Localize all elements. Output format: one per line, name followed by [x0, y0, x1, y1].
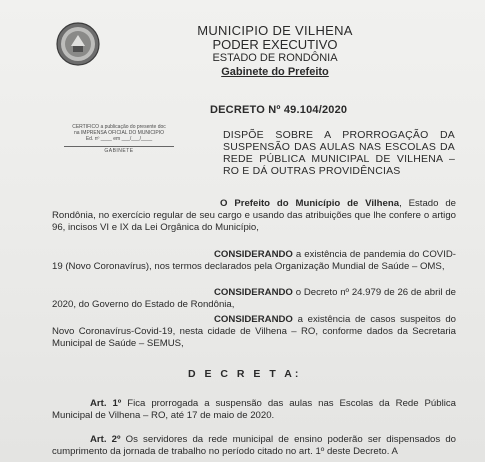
article-1-label: Art. 1º — [90, 398, 122, 409]
article-1 — [52, 398, 456, 422]
considerando-2-text: o Decreto nº 24.979 de 26 de abril de 2020, do Governo do Estado de Rondônia, — [52, 287, 456, 310]
decree-number: DECRETO Nº 49.104/2020 — [210, 104, 348, 116]
paragraph-considerando-2 — [52, 287, 456, 311]
preamble-bold: O Prefeito do Município de Vilhena — [220, 198, 400, 209]
article-1-text: Fica prorrogada a suspensão das aulas nas Escolas da Rede Pública Municipal de Vilhena – RO, até 17 de maio de 2020. — [52, 398, 457, 421]
stamp-line-3: Ed. nº ____ em ___/___/____ — [85, 136, 153, 142]
executive-power: PODER EXECUTIVO — [212, 37, 338, 52]
stamp-line-2: na IMPRENSA OFICIAL DO MUNICIPIO — [73, 130, 165, 136]
considerando-2-bold: CONSIDERANDO — [214, 287, 293, 298]
publication-stamp — [60, 124, 178, 154]
paragraph-preamble — [52, 198, 456, 234]
considerando-1-bold: CONSIDERANDO — [214, 249, 293, 260]
considerando-3-bold: CONSIDERANDO — [214, 314, 293, 325]
stamp-label: GABINETE — [104, 148, 134, 154]
considerando-1-text: a existência de pandemia do COVID-19 (Novo Coronavírus), nos termos declarados pela Organização Mundial de Saúde – OMS, — [52, 249, 456, 272]
article-2-label: Art. 2º — [90, 434, 121, 445]
preamble-text: , Estado de Rondônia, no exercício regular de seu cargo e usando das atribuições que lhe confere o artigo 96, incisos VI e IX da Lei Orgânica do Município, — [52, 198, 456, 233]
decree-summary: DISPÕE SOBRE A PRORROGAÇÃO DA SUSPENSÃO DAS AULAS NAS ESCOLAS DA REDE PÚBLICA MUNICIPAL DE VILHENA –RO E DÁ OUTRAS PROVIDÊNCIAS — [223, 129, 455, 177]
stamp-line-1: CERTIFICO a publicação do presente doc — [72, 124, 166, 130]
article-2-text: Os servidores da rede municipal de ensino poderão ser dispensados do cumprimento da jornada de trabalho no período citado no art. 1º deste Decreto. A — [52, 434, 456, 457]
stamp-divider — [64, 146, 174, 147]
paragraph-considerando-1 — [52, 249, 456, 273]
municipal-seal-icon — [56, 22, 100, 66]
decreta-heading: D E C R E T A: — [188, 368, 302, 380]
office-name: Gabinete do Prefeito — [221, 66, 329, 78]
paragraph-considerando-3 — [52, 314, 456, 350]
document-header — [175, 24, 375, 79]
article-2 — [52, 434, 456, 458]
state-name: ESTADO DE RONDÔNIA — [212, 52, 338, 64]
municipality-name: MUNICIPIO DE VILHENA — [197, 23, 353, 38]
considerando-3-text: a existência de casos suspeitos do Novo Coronavírus-Covid-19, nesta cidade de Vilhena – RO, conforme dados da Secretaria Municipal de Saúde – SEMUS, — [52, 314, 456, 349]
